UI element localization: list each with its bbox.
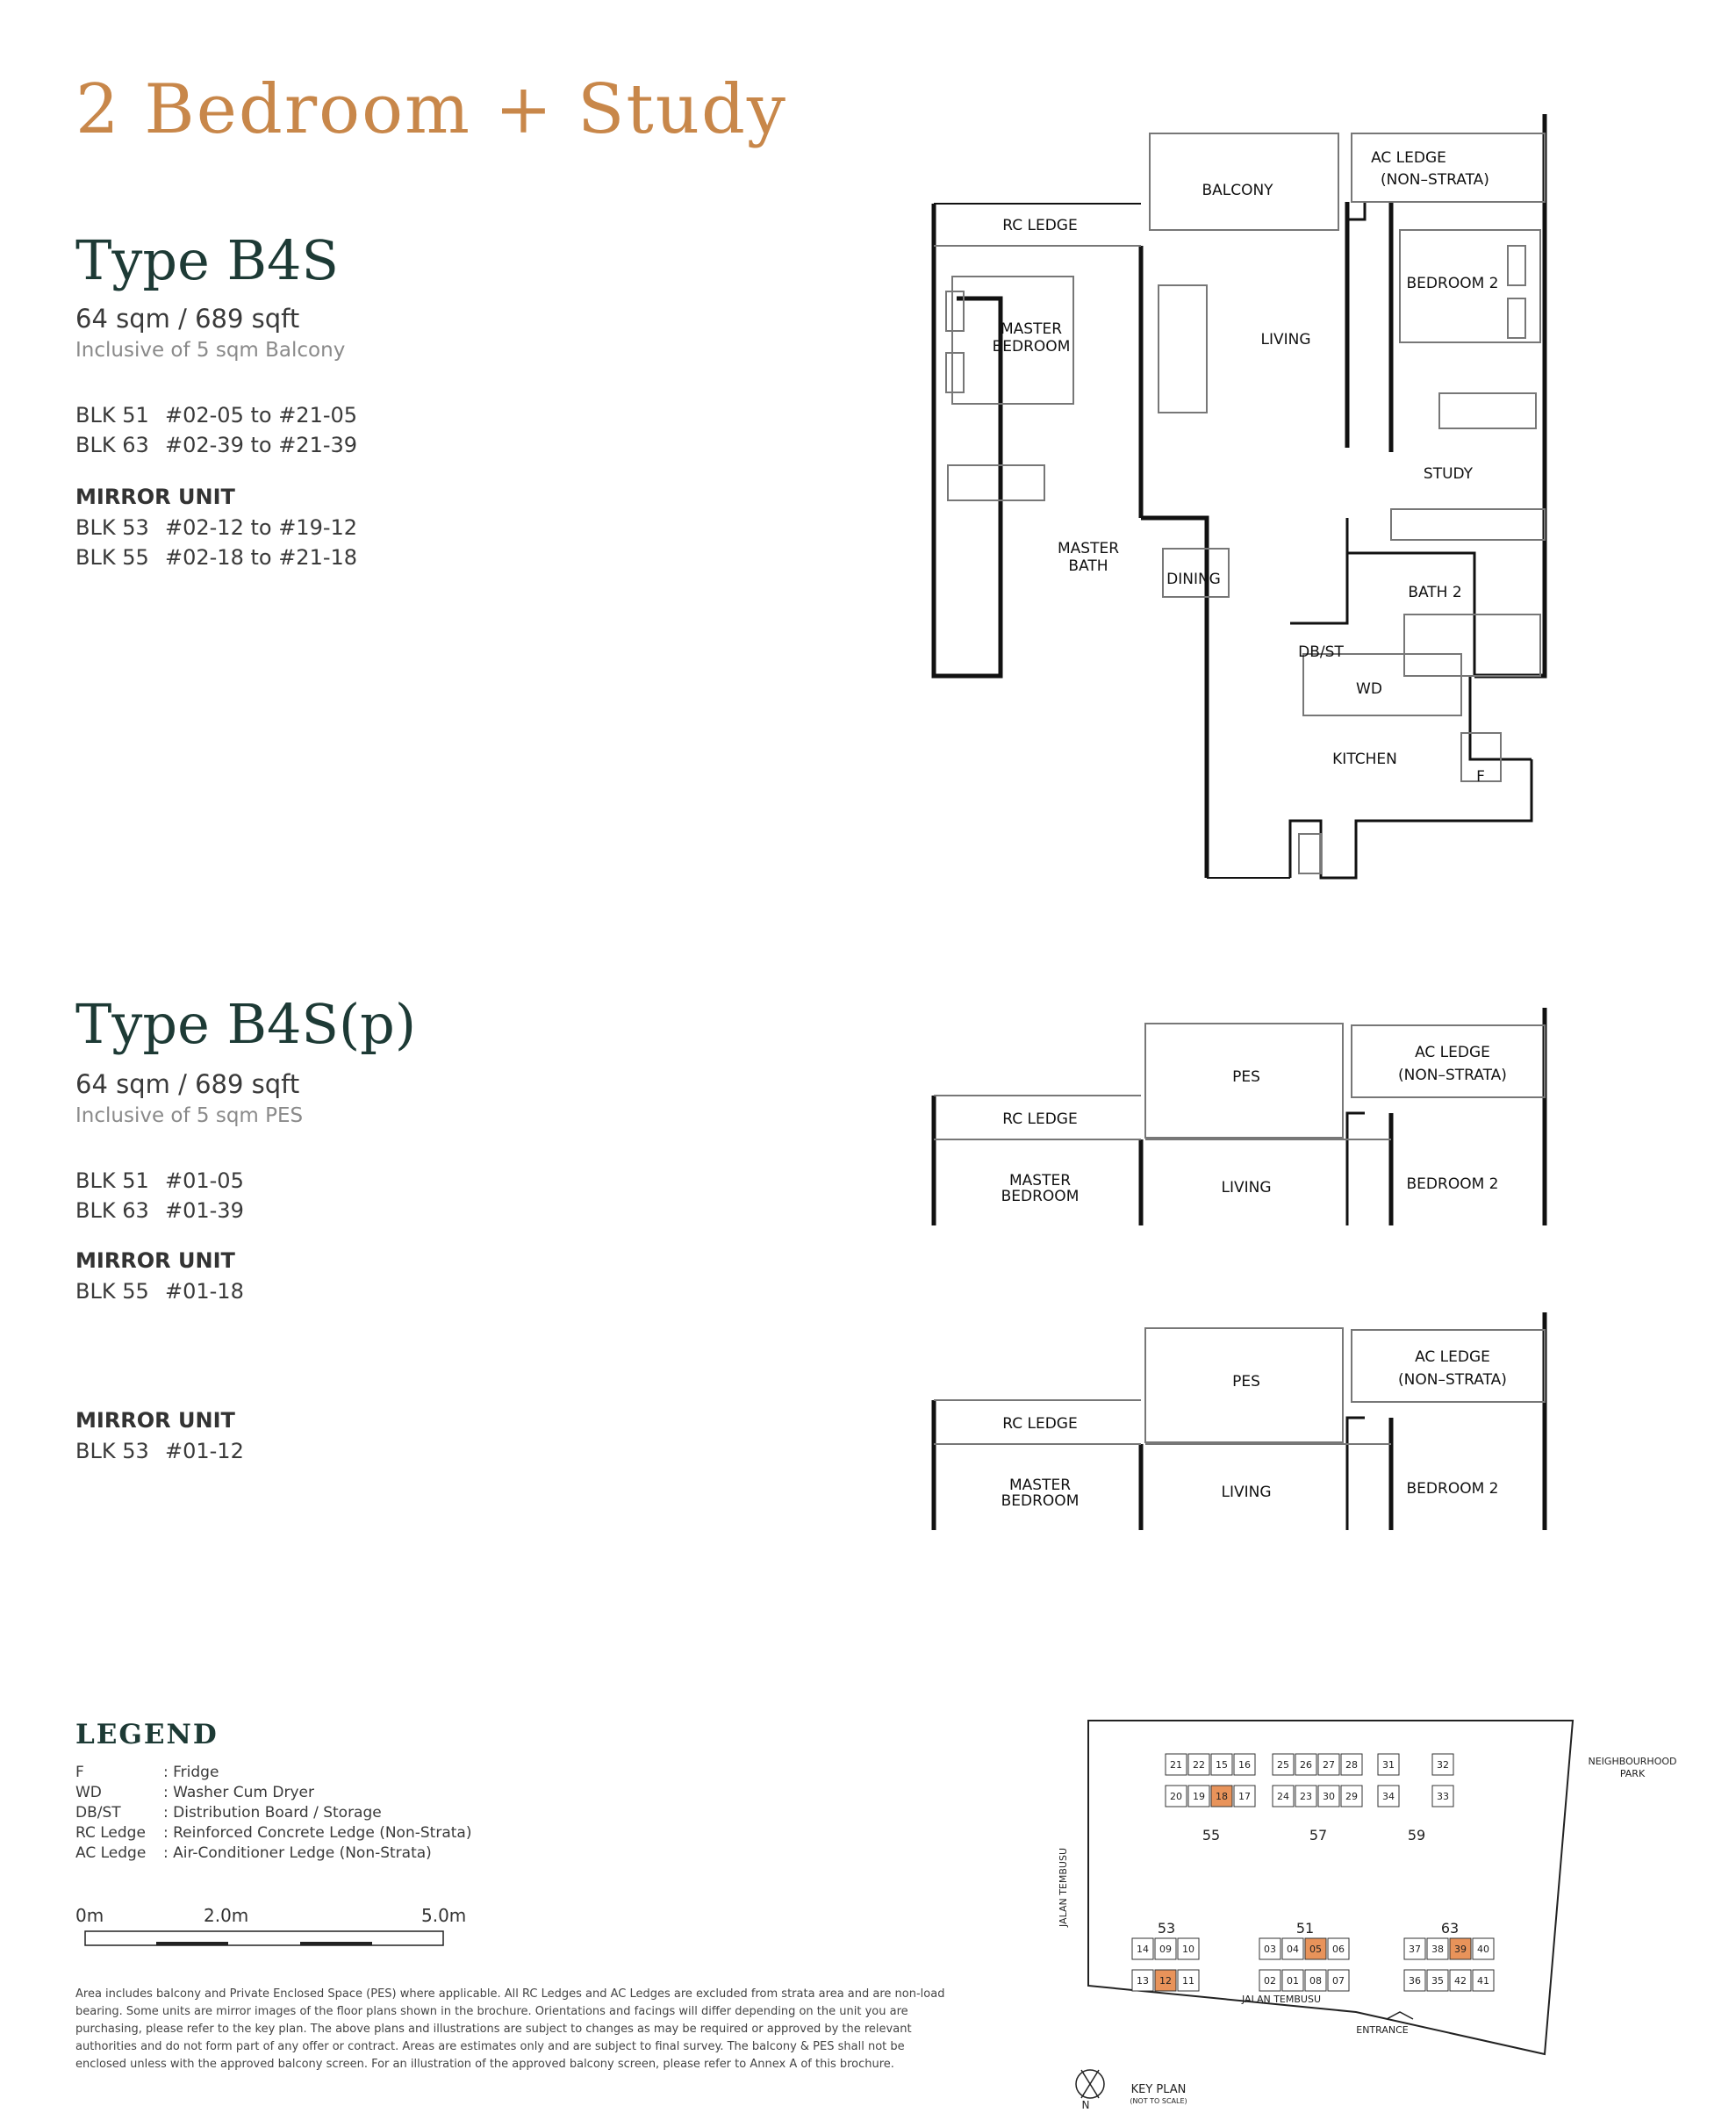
unit-row: BLK 53 #01-12 bbox=[75, 1439, 244, 1463]
unit-row: BLK 51 #01-05 bbox=[75, 1168, 244, 1193]
label-living: LIVING bbox=[1221, 1179, 1272, 1197]
scale-label-end: 5.0m bbox=[421, 1905, 467, 1926]
label-ac-ledge: AC LEDGE bbox=[1415, 1044, 1490, 1061]
unit-row: BLK 51 #02-05 to #21-05 bbox=[75, 403, 358, 428]
keyplan-unit-label: 33 bbox=[1437, 1791, 1449, 1802]
label-bedroom: BEDROOM bbox=[992, 338, 1071, 356]
floor-plan-b4s bbox=[922, 105, 1580, 895]
keyplan-unit-label: 34 bbox=[1382, 1791, 1395, 1802]
scale-label-zero: 0m bbox=[75, 1905, 104, 1926]
keyplan-unit-label: 20 bbox=[1170, 1791, 1182, 1802]
label-dining: DINING bbox=[1166, 571, 1221, 588]
label-bedroom-2: BEDROOM 2 bbox=[1406, 1480, 1499, 1498]
type-b4sp-area: 64 sqm / 689 sqft bbox=[75, 1069, 300, 1099]
keyplan-unit-label: 16 bbox=[1238, 1759, 1251, 1771]
north-label: N bbox=[1081, 2099, 1090, 2111]
keyplan-unit-label: 11 bbox=[1182, 1975, 1194, 1987]
type-b4sp-unit-list bbox=[75, 1166, 244, 1306]
page-title: 2 Bedroom + Study bbox=[75, 70, 787, 149]
legend-item: WD : Washer Cum Dryer bbox=[75, 1783, 314, 1801]
keyplan-unit-label: 32 bbox=[1437, 1759, 1449, 1771]
keyplan-block-name: 59 bbox=[1407, 1827, 1426, 1843]
keyplan-unit-label: 36 bbox=[1409, 1975, 1421, 1987]
mirror-unit-heading: MIRROR UNIT bbox=[75, 1248, 235, 1273]
label-study: STUDY bbox=[1423, 465, 1474, 483]
label-bedroom-2: BEDROOM 2 bbox=[1406, 1175, 1499, 1193]
keyplan-unit-label: 06 bbox=[1332, 1944, 1345, 1955]
label-bedroom: BEDROOM bbox=[1001, 1492, 1080, 1510]
keyplan-unit-label: 25 bbox=[1277, 1759, 1289, 1771]
mirror-unit-heading: MIRROR UNIT bbox=[75, 1408, 235, 1433]
floor-plan-b4sp-mirror-partial bbox=[922, 1312, 1580, 1541]
keyplan-block-name: 57 bbox=[1309, 1827, 1328, 1843]
type-b4s-unit-list bbox=[75, 400, 357, 572]
keyplan-unit-label: 30 bbox=[1323, 1791, 1335, 1802]
keyplan-unit-label: 41 bbox=[1477, 1975, 1489, 1987]
mirror-unit-heading: MIRROR UNIT bbox=[75, 485, 235, 509]
label-non-strata: (NON–STRATA) bbox=[1381, 171, 1489, 189]
type-b4s-title: Type B4S bbox=[75, 228, 339, 292]
keyplan-unit-label: 42 bbox=[1454, 1975, 1467, 1987]
keyplan-jalan-side: JALAN TEMBUSU bbox=[1058, 1848, 1069, 1927]
label-ac-ledge: AC LEDGE bbox=[1415, 1348, 1490, 1366]
label-living: LIVING bbox=[1221, 1484, 1272, 1501]
keyplan-block-name: 63 bbox=[1440, 1920, 1460, 1937]
keyplan-park: PARK bbox=[1619, 1768, 1646, 1779]
legend-item: DB/ST : Distribution Board / Storage bbox=[75, 1803, 382, 1822]
label-master: MASTER bbox=[1000, 320, 1063, 338]
label-master-bath: MASTER bbox=[1057, 540, 1120, 557]
legend-list bbox=[75, 1762, 471, 1863]
scale-bar bbox=[84, 1928, 448, 1952]
label-non-strata: (NON–STRATA) bbox=[1398, 1067, 1507, 1084]
floor-plan-b4sp-partial bbox=[922, 1008, 1580, 1236]
type-b4sp-mirror-list-2 bbox=[75, 1399, 244, 1466]
label-bath-2: BATH 2 bbox=[1408, 584, 1462, 601]
keyplan-unit-label: 35 bbox=[1431, 1975, 1444, 1987]
label-rc-ledge: RC LEDGE bbox=[1002, 1415, 1078, 1433]
keyplan-unit-label: 09 bbox=[1159, 1944, 1172, 1955]
unit-row: BLK 53 #02-12 to #19-12 bbox=[75, 515, 358, 540]
key-plan bbox=[1053, 1712, 1703, 2116]
type-b4sp-title: Type B4S(p) bbox=[75, 992, 417, 1056]
legend-item: RC Ledge : Reinforced Concrete Ledge (Non-Strata) bbox=[75, 1823, 472, 1842]
keyplan-unit-label: 04 bbox=[1287, 1944, 1299, 1955]
keyplan-block-name: 51 bbox=[1295, 1920, 1315, 1937]
keyplan-unit-label: 37 bbox=[1409, 1944, 1421, 1955]
label-living: LIVING bbox=[1260, 331, 1311, 349]
keyplan-unit-label: 39 bbox=[1454, 1944, 1467, 1955]
keyplan-unit-label: 31 bbox=[1382, 1759, 1395, 1771]
keyplan-unit-label: 38 bbox=[1431, 1944, 1444, 1955]
keyplan-unit-label: 27 bbox=[1323, 1759, 1335, 1771]
disclaimer-text: Area includes balcony and Private Enclosed Space (PES) where applicable. All RC Ledges and AC Ledges are excluded from strata area and are non-load bearing. Some units are mirror images of the floor plans shown in the brochure. Orientations and facings will differ depending on the unit you are purchasing, please refer to the key plan. The above plans and illustrations are subject to changes as may be required or approved by the relevant authorities and do not form part of any offer or contract. Areas are estimates only and are subject to final survey. The balcony & PES shall not be enclosed unless with the approved balcony screen. For an illustration of the approved balcony screen, please refer to Annex A of this brochure. bbox=[75, 1987, 945, 2071]
type-b4s-inclusive: Inclusive of 5 sqm Balcony bbox=[75, 339, 346, 362]
label-kitchen: KITCHEN bbox=[1332, 751, 1397, 768]
keyplan-unit-label: 19 bbox=[1193, 1791, 1205, 1802]
keyplan-jalan-bottom: JALAN TEMBUSU bbox=[1242, 1994, 1321, 2005]
keyplan-unit-label: 21 bbox=[1170, 1759, 1182, 1771]
keyplan-unit-label: 23 bbox=[1300, 1791, 1312, 1802]
label-pes: PES bbox=[1232, 1068, 1260, 1086]
keyplan-unit-label: 40 bbox=[1477, 1944, 1489, 1955]
label-non-strata: (NON–STRATA) bbox=[1398, 1371, 1507, 1389]
keyplan-title: KEY PLAN bbox=[1130, 2083, 1187, 2096]
label-balcony: BALCONY bbox=[1202, 182, 1273, 199]
keyplan-unit-label: 15 bbox=[1216, 1759, 1228, 1771]
keyplan-unit-label: 18 bbox=[1216, 1791, 1228, 1802]
keyplan-unit-label: 12 bbox=[1159, 1975, 1172, 1987]
label-master: MASTER bbox=[1008, 1172, 1072, 1189]
keyplan-unit-label: 10 bbox=[1182, 1944, 1194, 1955]
type-b4s-area: 64 sqm / 689 sqft bbox=[75, 304, 300, 334]
label-ac-ledge: AC LEDGE bbox=[1371, 149, 1446, 167]
label-fridge: F bbox=[1476, 768, 1485, 786]
keyplan-unit-label: 29 bbox=[1345, 1791, 1358, 1802]
label-bedroom-2: BEDROOM 2 bbox=[1406, 275, 1499, 292]
scale-label-mid: 2.0m bbox=[204, 1905, 249, 1926]
keyplan-unit-label: 14 bbox=[1137, 1944, 1149, 1955]
unit-row: BLK 63 #01-39 bbox=[75, 1198, 244, 1223]
legend-item: AC Ledge : Air-Conditioner Ledge (Non-Strata) bbox=[75, 1843, 432, 1862]
keyplan-unit-label: 08 bbox=[1309, 1975, 1322, 1987]
keyplan-unit-label: 01 bbox=[1287, 1975, 1299, 1987]
type-b4sp-inclusive: Inclusive of 5 sqm PES bbox=[75, 1104, 304, 1127]
label-rc-ledge: RC LEDGE bbox=[1002, 217, 1078, 234]
legend-item: F : Fridge bbox=[75, 1763, 219, 1781]
unit-row: BLK 55 #02-18 to #21-18 bbox=[75, 545, 358, 570]
label-dbst: DB/ST bbox=[1298, 643, 1344, 661]
keyplan-block-name: 53 bbox=[1157, 1920, 1176, 1937]
label-pes: PES bbox=[1232, 1373, 1260, 1391]
legend-title: LEGEND bbox=[75, 1719, 219, 1750]
keyplan-not-to-scale: (NOT TO SCALE) bbox=[1130, 2097, 1187, 2105]
unit-row: BLK 63 #02-39 to #21-39 bbox=[75, 433, 358, 457]
label-wd: WD bbox=[1356, 680, 1382, 698]
keyplan-unit-label: 13 bbox=[1137, 1975, 1149, 1987]
label-bedroom: BEDROOM bbox=[1001, 1188, 1080, 1205]
keyplan-unit-label: 05 bbox=[1309, 1944, 1322, 1955]
keyplan-unit-label: 17 bbox=[1238, 1791, 1251, 1802]
unit-row: BLK 55 #01-18 bbox=[75, 1279, 244, 1304]
keyplan-unit-label: 26 bbox=[1300, 1759, 1312, 1771]
label-rc-ledge: RC LEDGE bbox=[1002, 1110, 1078, 1128]
label-bath: BATH bbox=[1068, 557, 1108, 575]
label-master: MASTER bbox=[1008, 1477, 1072, 1494]
keyplan-unit-label: 02 bbox=[1264, 1975, 1276, 1987]
keyplan-unit-label: 03 bbox=[1264, 1944, 1276, 1955]
keyplan-unit-label: 07 bbox=[1332, 1975, 1345, 1987]
keyplan-unit-label: 22 bbox=[1193, 1759, 1205, 1771]
keyplan-entrance: ENTRANCE bbox=[1356, 2024, 1409, 2036]
keyplan-block-name: 55 bbox=[1202, 1827, 1221, 1843]
keyplan-unit-label: 24 bbox=[1277, 1791, 1289, 1802]
keyplan-neighbourhood: NEIGHBOURHOOD bbox=[1588, 1756, 1677, 1767]
keyplan-unit-label: 28 bbox=[1345, 1759, 1358, 1771]
north-arrow-icon bbox=[1076, 2070, 1104, 2098]
